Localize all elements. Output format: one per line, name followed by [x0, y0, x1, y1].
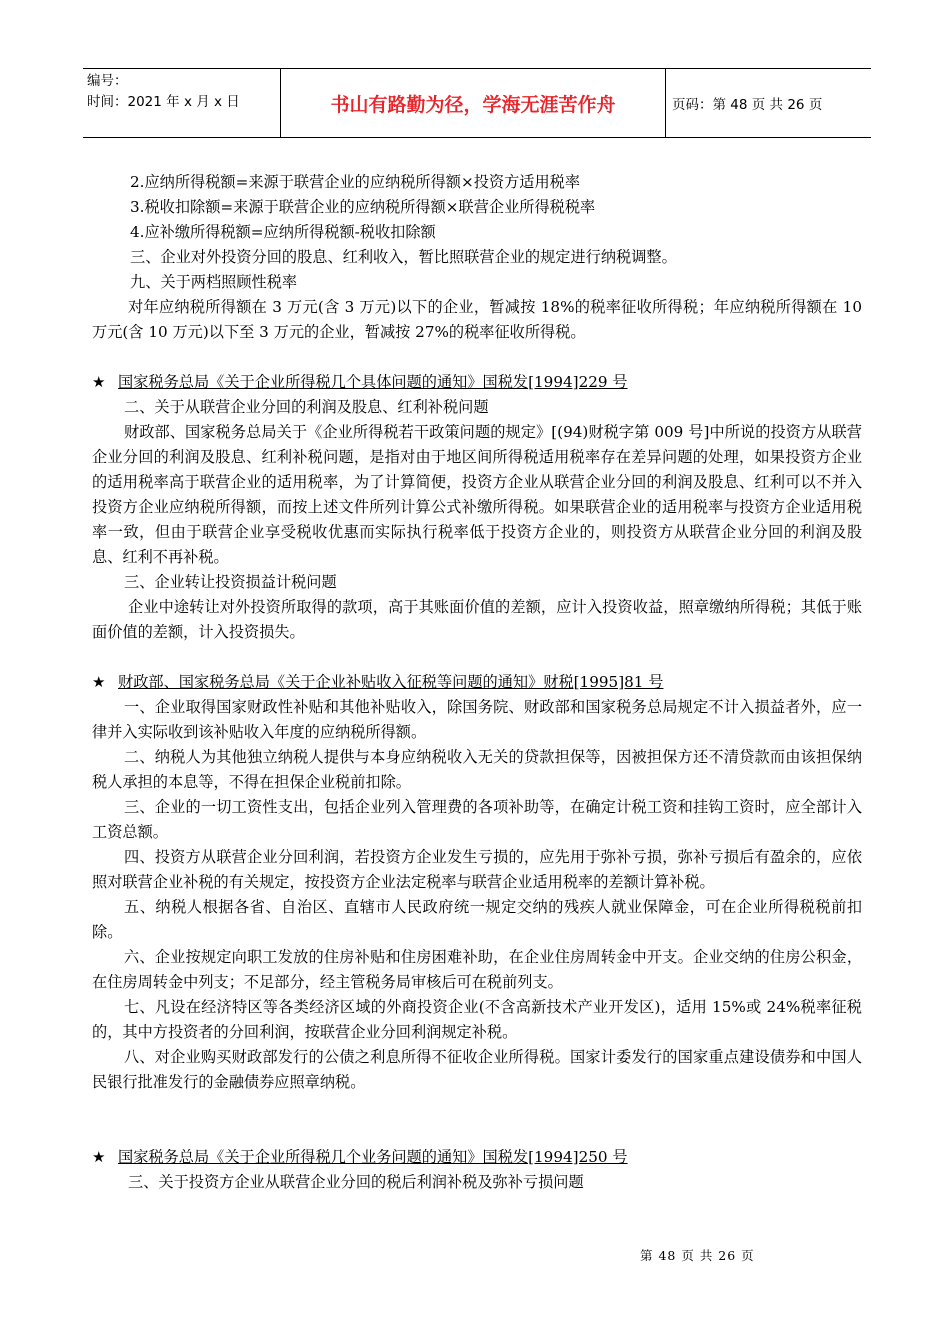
subheading: 二、关于从联营企业分回的利润及股息、红利补税问题	[124, 398, 489, 416]
paragraph: 四、投资方从联营企业分回利润，若投资方企业发生亏损的，应先用于弥补亏损，弥补亏损后有盈余的，应依照对联营企业补税的有关规定，按投资方企业法定税率与联营企业适用税率的差额计算补税。	[92, 848, 862, 891]
time-label: 时间：2021 年 x 月 x 日	[87, 94, 240, 110]
section-title: 国家税务总局《关于企业所得税几个业务问题的通知》国税发[1994]250 号	[118, 1148, 628, 1166]
paragraph: 二、纳税人为其他独立纳税人提供与本身应纳税收入无关的贷款担保等，因被担保方还不清贷款而由该担保纳税人承担的本息等，不得在担保企业税前扣除。	[92, 748, 862, 791]
page-header	[83, 68, 871, 138]
star-icon: ★	[92, 1148, 106, 1166]
section-heading	[92, 1145, 862, 1170]
formula-line: 3.税收扣除额=来源于联营企业的应纳税所得额×联营企业所得税税率	[130, 198, 596, 216]
section-heading	[92, 370, 862, 395]
header-page-label: 页码：第 48 页 共 26 页	[672, 97, 823, 113]
paragraph: 企业中途转让对外投资所取得的款项，高于其账面价值的差额，应计入投资收益，照章缴纳所得税；其低于账面价值的差额，计入投资损失。	[92, 598, 862, 641]
formula-line: 2.应纳所得税额=来源于联营企业的应纳税所得额×投资方适用税率	[130, 173, 581, 191]
document-body	[92, 170, 862, 1195]
paragraph: 一、企业取得国家财政性补贴和其他补贴收入，除国务院、财政部和国家税务总局规定不计入损益者外，应一律并入实际收到该补贴收入年度的应纳税所得额。	[92, 698, 862, 741]
subheading: 三、企业转让投资损益计税问题	[124, 573, 337, 591]
subheading: 三、关于投资方企业从联营企业分回的税后利润补税及弥补亏损问题	[128, 1173, 584, 1191]
paragraph: 七、凡设在经济特区等各类经济区域的外商投资企业(不含高新技术产业开发区)，适用 15%或 24%税率征税的，其中方投资者的分回利润，按联营企业分回利润规定补税。	[92, 998, 862, 1041]
section-heading	[92, 670, 862, 695]
section-title: 国家税务总局《关于企业所得税几个具体问题的通知》国税发[1994]229 号	[118, 373, 628, 391]
star-icon: ★	[92, 373, 106, 391]
section-title: 财政部、国家税务总局《关于企业补贴收入征税等问题的通知》财税[1995]81 号	[118, 673, 664, 691]
header-motto: 书山有路勤为径，学海无涯苦作舟	[281, 69, 666, 137]
paragraph: 财政部、国家税务总局关于《企业所得税若干政策问题的规定》[(94)财税字第 009 号]中所说的投资方从联营企业分回的利润及股息、红利补税问题，是指对由于地区间所得税适用税率存在差异问题的处理，如果投资方企业的适用税率高于联营企业的适用税率，为了计算简便，投资方企业从联营企业分回的利润及股息、红利可以不并入投资方企业应纳税所得额，而按上述文件所列计算公式补缴所得税。如果联营企业的适用税率与投资方企业适用税率一致，但由于联营企业享受税收优惠而实际执行税率低于投资方企业的，则投资方从联营企业分回的利润及股息、红利不再补税。	[92, 423, 862, 566]
paragraph: 对年应纳税所得额在 3 万元(含 3 万元)以下的企业，暂减按 18%的税率征收所得税；年应纳税所得额在 10 万元(含 10 万元)以下至 3 万元的企业，暂减按 27%的税率征收所得税。	[92, 298, 862, 341]
paragraph: 三、企业对外投资分回的股息、红利收入，暂比照联营企业的规定进行纳税调整。	[130, 248, 677, 266]
star-icon: ★	[92, 673, 106, 691]
number-label: 编号：	[87, 73, 128, 89]
paragraph: 六、企业按规定向职工发放的住房补贴和住房困难补助，在企业住房周转金中开支。企业交纳的住房公积金，在住房周转金中列支；不足部分，经主管税务局审核后可在税前列支。	[92, 948, 862, 991]
formula-line: 4.应补缴所得税额=应纳所得税额-税收扣除额	[130, 223, 436, 241]
subheading: 九、关于两档照顾性税率	[130, 273, 298, 291]
header-meta-cell	[83, 69, 281, 137]
paragraph: 五、纳税人根据各省、自治区、直辖市人民政府统一规定交纳的残疾人就业保障金，可在企业所得税税前扣除。	[92, 898, 862, 941]
paragraph: 八、对企业购买财政部发行的公债之利息所得不征收企业所得税。国家计委发行的国家重点建设债券和中国人民银行批准发行的金融债券应照章纳税。	[92, 1048, 862, 1091]
page-footer: 第 48 页 共 26 页	[640, 1248, 755, 1263]
paragraph: 三、企业的一切工资性支出，包括企业列入管理费的各项补助等，在确定计税工资和挂钩工资时，应全部计入工资总额。	[92, 798, 862, 841]
